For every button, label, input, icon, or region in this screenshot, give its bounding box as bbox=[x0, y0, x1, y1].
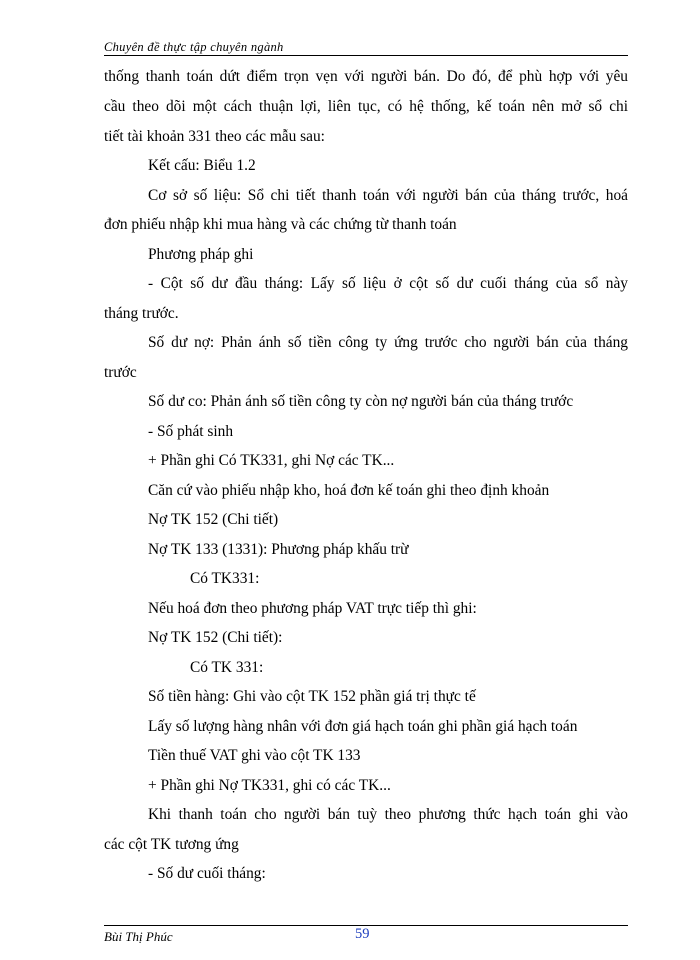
body-line: cầu theo dõi một cách thuận lợi, liên tục, có hệ thống, kế toán nên mở sổ chi bbox=[104, 98, 628, 115]
page-header-title: Chuyên đề thực tập chuyên ngành bbox=[104, 40, 284, 54]
body-line: - Số phát sinh bbox=[148, 423, 234, 440]
body-line: Nợ TK 133 (1331): Phương pháp khấu trừ bbox=[148, 541, 409, 558]
body-line: trước bbox=[104, 364, 137, 381]
body-line: Có TK 331: bbox=[190, 659, 264, 676]
body-line: Số dư co: Phản ánh số tiền công ty còn nợ người bán của tháng trước bbox=[148, 393, 574, 410]
body-line: Số dư nợ: Phản ánh số tiền công ty ứng trước cho người bán của tháng bbox=[148, 334, 628, 351]
body-line: Nợ TK 152 (Chi tiết): bbox=[148, 629, 283, 646]
body-line: tháng trước. bbox=[104, 305, 179, 322]
body-line: + Phần ghi Nợ TK331, ghi có các TK... bbox=[148, 777, 391, 794]
header-divider bbox=[104, 55, 628, 56]
body-line: tiết tài khoản 331 theo các mẫu sau: bbox=[104, 128, 325, 145]
body-line: Có TK331: bbox=[190, 570, 260, 587]
body-line: Tiền thuế VAT ghi vào cột TK 133 bbox=[148, 747, 361, 764]
body-line: - Cột số dư đầu tháng: Lấy số liệu ở cột số dư cuối tháng của sổ này bbox=[148, 275, 628, 292]
body-line: Khi thanh toán cho người bán tuỳ theo phương thức hạch toán ghi vào bbox=[148, 806, 628, 823]
body-line: Kết cấu: Biểu 1.2 bbox=[148, 157, 256, 174]
body-line: các cột TK tương ứng bbox=[104, 836, 239, 853]
body-line: + Phần ghi Có TK331, ghi Nợ các TK... bbox=[148, 452, 395, 469]
body-line: Số tiền hàng: Ghi vào cột TK 152 phần giá trị thực tế bbox=[148, 688, 476, 705]
body-line: Phương pháp ghi bbox=[148, 246, 254, 263]
body-line: Nếu hoá đơn theo phương pháp VAT trực tiếp thì ghi: bbox=[148, 600, 477, 617]
footer-author: Bùi Thị Phúc bbox=[104, 929, 173, 944]
body-line: Căn cứ vào phiếu nhập kho, hoá đơn kế toán ghi theo định khoản bbox=[148, 482, 550, 499]
body-line: - Số dư cuối tháng: bbox=[148, 865, 266, 882]
body-line: đơn phiếu nhập khi mua hàng và các chứng từ thanh toán bbox=[104, 216, 457, 233]
body-line: thống thanh toán dứt điểm trọn vẹn với người bán. Do đó, để phù hợp với yêu bbox=[104, 68, 628, 85]
body-line: Lấy số lượng hàng nhân với đơn giá hạch toán ghi phần giá hạch toán bbox=[148, 718, 578, 735]
body-line: Cơ sở số liệu: Sổ chi tiết thanh toán với người bán của tháng trước, hoá bbox=[148, 187, 628, 204]
body-line: Nợ TK 152 (Chi tiết) bbox=[148, 511, 279, 528]
page-number: 59 bbox=[355, 926, 370, 942]
